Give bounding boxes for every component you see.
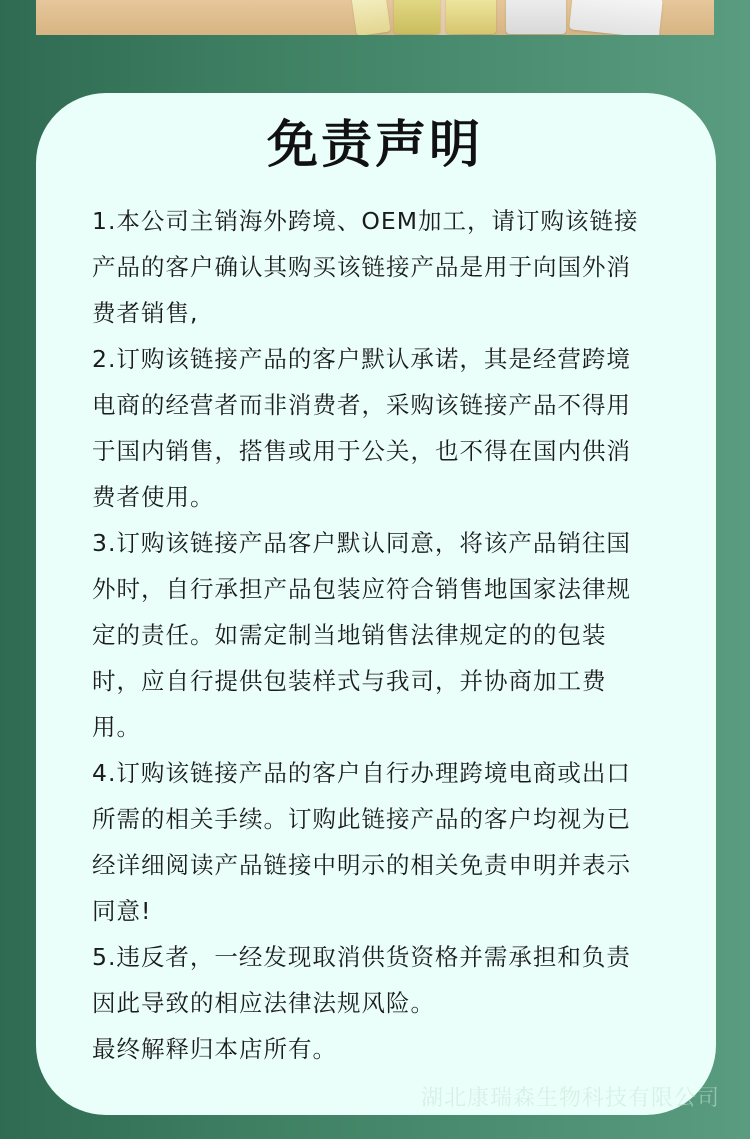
product-photo [36, 0, 714, 35]
sachet-image [351, 0, 390, 35]
sachet-image [394, 0, 440, 34]
company-watermark: 湖北康瑞森生物科技有限公司 [420, 1086, 720, 1111]
final-statement: 最终解释归本店所有。 [92, 1035, 337, 1063]
disclaimer-paragraph-3: 3.订购该链接产品客户默认同意，将该产品销往国 外时，自行承担产品包装应符合销售地国家法律规 定的责任。如需定制当地销售法律规定的的包装 时，应自行提供包装样式与我司，并协商加工费 用。 [92, 529, 631, 741]
disclaimer-content [92, 198, 692, 1072]
disclaimer-paragraph-4: 4.订购该链接产品的客户自行办理跨境电商或出口 所需的相关手续。订购此链接产品的客户均视为已 经详细阅读产品链接中明示的相关免责申明并表示 同意! [92, 759, 631, 925]
sachet-image [569, 0, 663, 35]
sachet-image [506, 0, 566, 34]
disclaimer-paragraph-1: 1.本公司主销海外跨境、OEM加工，请订购该链接 产品的客户确认其购买该链接产品是用于向国外消 费者销售, [92, 207, 639, 327]
disclaimer-paragraph-2: 2.订购该链接产品的客户默认承诺，其是经营跨境 电商的经营者而非消费者，采购该链接产品不得用 于国内销售，搭售或用于公关，也不得在国内供消 费者使用。 [92, 345, 631, 511]
page-title: 免责声明 [266, 116, 483, 175]
sachet-image [446, 0, 496, 34]
disclaimer-paragraph-5: 5.违反者，一经发现取消供货资格并需承担和负责 因此导致的相应法律法规风险。 [92, 943, 631, 1017]
